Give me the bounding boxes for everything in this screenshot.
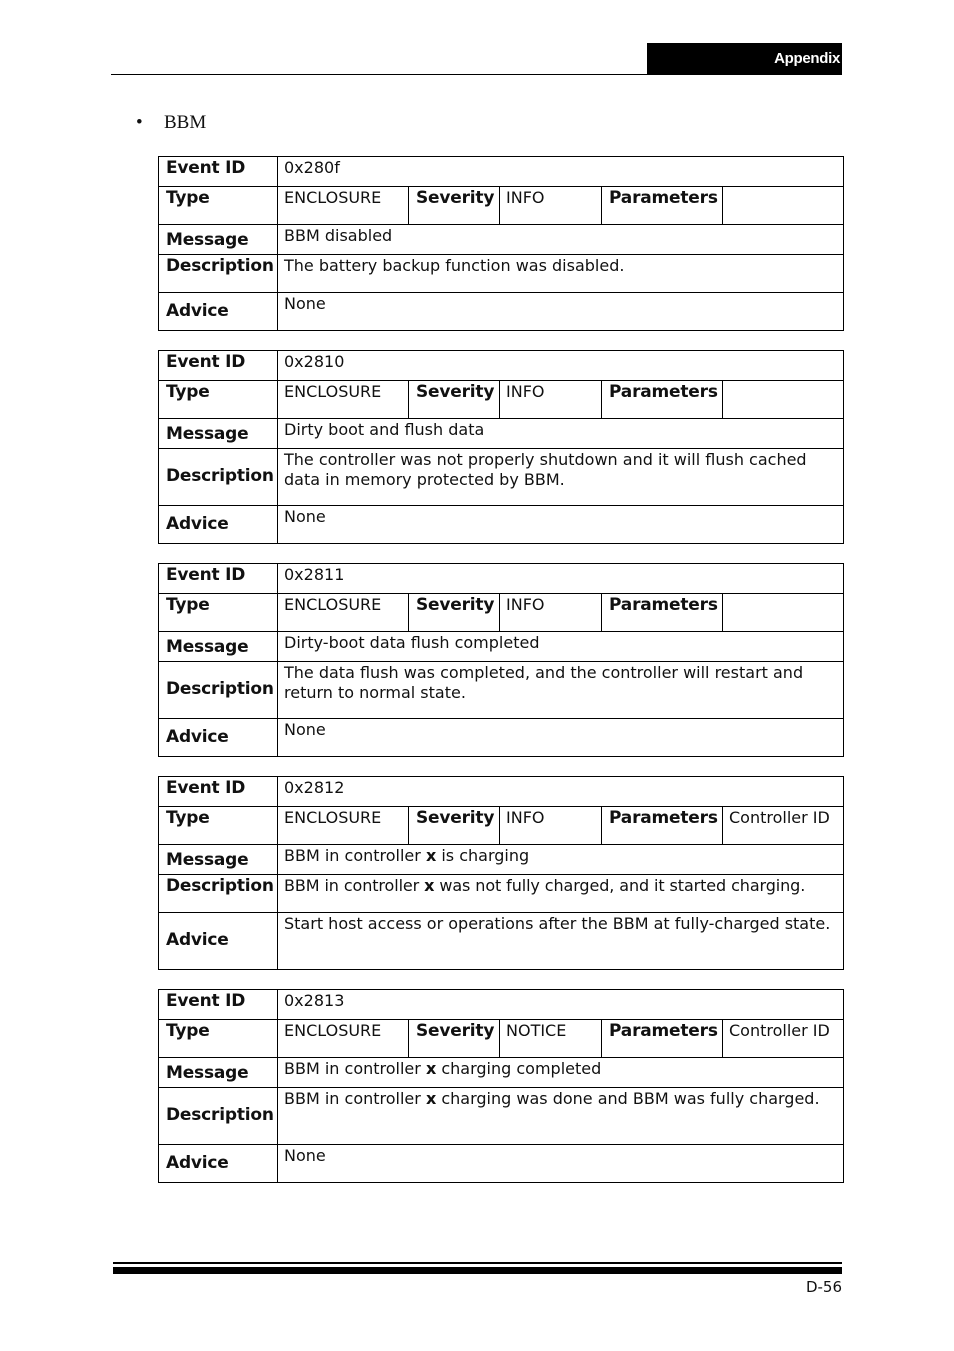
type-value: ENCLOSURE [278, 807, 409, 845]
severity-value: INFO [500, 381, 602, 419]
event-id-value: 0x2813 [278, 990, 844, 1020]
event-table [158, 989, 844, 1183]
appendix-header-tab [647, 43, 842, 75]
severity-label: Severity [409, 807, 500, 845]
description-text: BBM in controller [284, 876, 425, 895]
event-id-value: 0x2812 [278, 777, 844, 807]
description-label: Description [159, 1088, 278, 1145]
event-table [158, 563, 844, 757]
event-id-value: 0x2810 [278, 351, 844, 381]
section-title: BBM [164, 112, 207, 133]
description-text: The controller was not properly shutdown and it will flush cached data in memory protected by BBM. [284, 450, 807, 489]
event-table [158, 156, 844, 331]
event-id-label: Event ID [159, 777, 278, 807]
message-value [278, 845, 844, 875]
advice-value: None [278, 506, 844, 544]
section-heading [136, 112, 206, 134]
page-number: D-56 [805, 1278, 842, 1296]
message-variable: x [425, 846, 437, 865]
description-label: Description [159, 662, 278, 719]
parameters-label: Parameters [602, 381, 723, 419]
type-label: Type [159, 381, 278, 419]
parameters-label: Parameters [602, 1020, 723, 1058]
parameters-value [723, 381, 844, 419]
event-id-value: 0x280f [278, 157, 844, 187]
severity-value: INFO [500, 807, 602, 845]
message-text: Dirty-boot data flush completed [284, 633, 540, 652]
description-variable: x [425, 1089, 437, 1108]
description-value [278, 255, 844, 293]
parameters-label: Parameters [602, 807, 723, 845]
message-value [278, 225, 844, 255]
message-value [278, 632, 844, 662]
message-label: Message [159, 1058, 278, 1088]
advice-value: None [278, 719, 844, 757]
advice-label: Advice [159, 1145, 278, 1183]
event-id-label: Event ID [159, 564, 278, 594]
bullet-icon: • [136, 112, 143, 133]
severity-value: INFO [500, 594, 602, 632]
message-label: Message [159, 419, 278, 449]
message-variable: x [425, 1059, 437, 1078]
description-value [278, 662, 844, 719]
description-label: Description [159, 255, 278, 293]
footer-rule-thick [113, 1267, 842, 1274]
severity-label: Severity [409, 187, 500, 225]
header-rule [111, 74, 842, 75]
description-text-after: charging was done and BBM was fully charged. [436, 1089, 820, 1108]
description-text-after: was not fully charged, and it started charging. [434, 876, 806, 895]
message-value [278, 1058, 844, 1088]
message-label: Message [159, 845, 278, 875]
message-text: BBM in controller [284, 846, 426, 865]
event-table [158, 350, 844, 544]
footer-rule-thin [113, 1262, 842, 1264]
severity-label: Severity [409, 1020, 500, 1058]
description-value [278, 449, 844, 506]
description-value [278, 875, 844, 913]
event-id-label: Event ID [159, 157, 278, 187]
parameters-label: Parameters [602, 594, 723, 632]
severity-value: NOTICE [500, 1020, 602, 1058]
event-id-value: 0x2811 [278, 564, 844, 594]
advice-label: Advice [159, 719, 278, 757]
message-label: Message [159, 632, 278, 662]
event-id-label: Event ID [159, 351, 278, 381]
message-text: BBM disabled [284, 226, 393, 245]
type-label: Type [159, 594, 278, 632]
type-label: Type [159, 1020, 278, 1058]
advice-value: None [278, 1145, 844, 1183]
description-value [278, 1088, 844, 1145]
type-label: Type [159, 187, 278, 225]
event-table [158, 776, 844, 970]
description-text: BBM in controller [284, 1089, 426, 1108]
header-tab-label: Appendix [774, 49, 840, 67]
description-label: Description [159, 875, 278, 913]
description-variable: x [424, 876, 435, 895]
advice-label: Advice [159, 506, 278, 544]
message-text: Dirty boot and flush data [284, 420, 485, 439]
message-text-after: is charging [436, 846, 530, 865]
severity-label: Severity [409, 594, 500, 632]
type-value: ENCLOSURE [278, 594, 409, 632]
advice-value: Start host access or operations after the BBM at fully-charged state. [278, 913, 844, 970]
parameters-value: Controller ID [723, 1020, 844, 1058]
type-value: ENCLOSURE [278, 1020, 409, 1058]
parameters-value: Controller ID [723, 807, 844, 845]
message-label: Message [159, 225, 278, 255]
type-value: ENCLOSURE [278, 381, 409, 419]
description-text: The data flush was completed, and the controller will restart and return to normal state. [284, 663, 804, 702]
parameters-value [723, 594, 844, 632]
message-text: BBM in controller [284, 1059, 426, 1078]
description-text: The battery backup function was disabled. [284, 256, 625, 275]
advice-value: None [278, 293, 844, 331]
severity-value: INFO [500, 187, 602, 225]
type-value: ENCLOSURE [278, 187, 409, 225]
advice-label: Advice [159, 913, 278, 970]
message-text-after: charging completed [436, 1059, 602, 1078]
parameters-label: Parameters [602, 187, 723, 225]
severity-label: Severity [409, 381, 500, 419]
description-label: Description [159, 449, 278, 506]
message-value [278, 419, 844, 449]
parameters-value [723, 187, 844, 225]
event-id-label: Event ID [159, 990, 278, 1020]
type-label: Type [159, 807, 278, 845]
advice-label: Advice [159, 293, 278, 331]
